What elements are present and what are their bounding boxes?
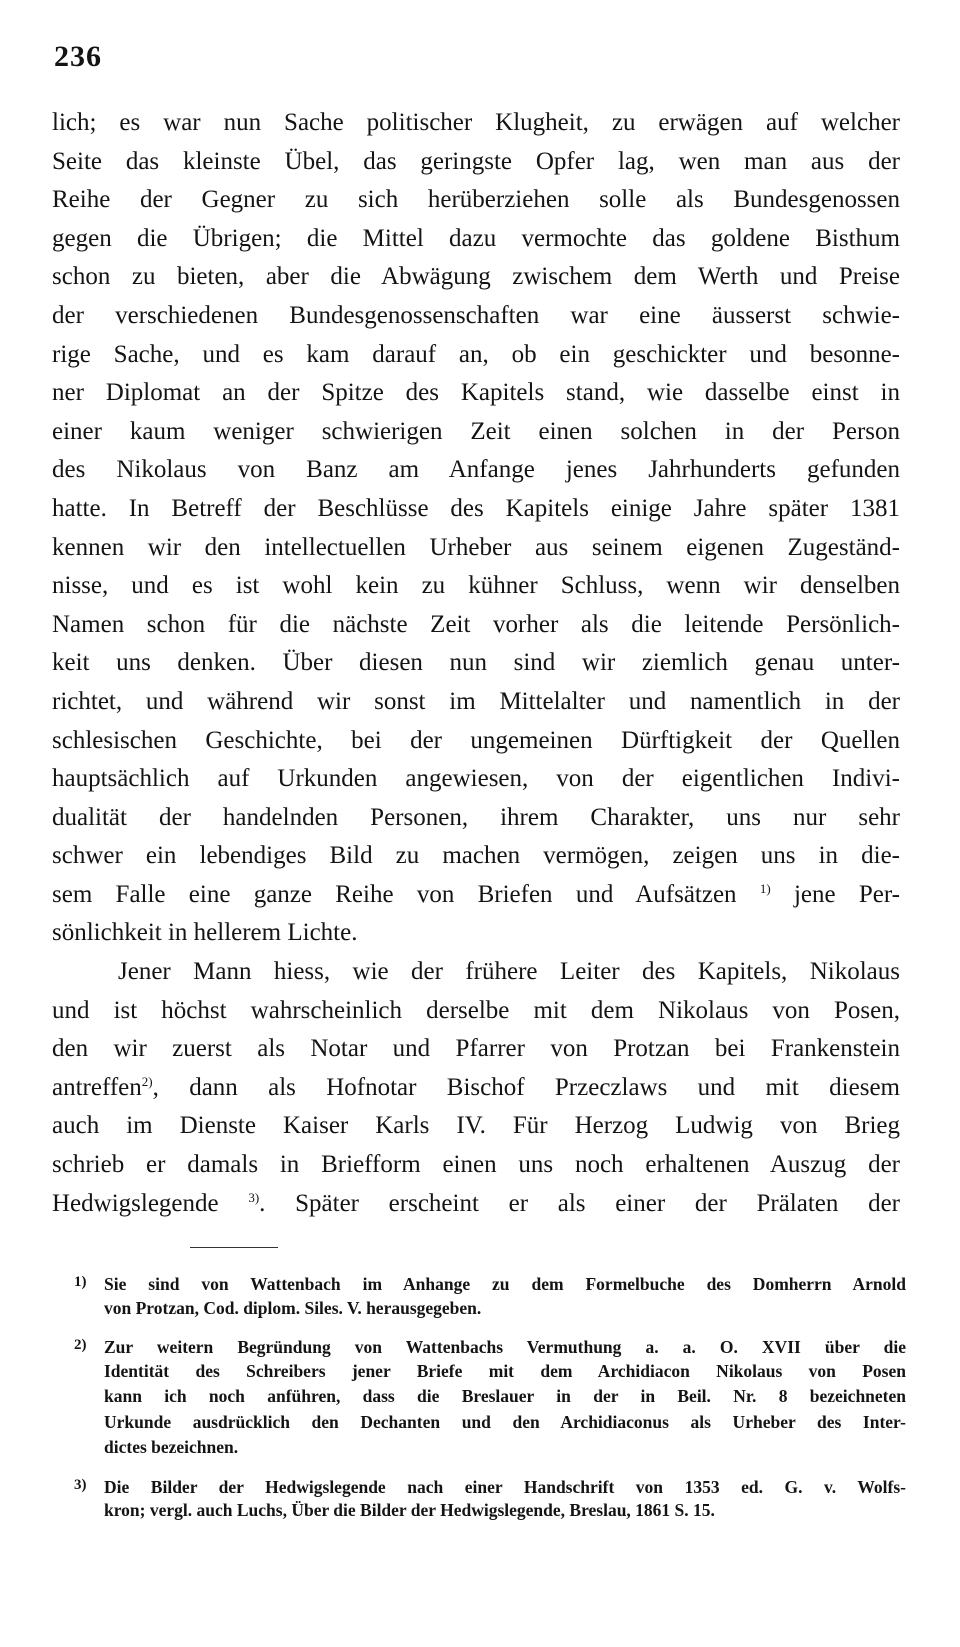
footnote-ref-2[interactable]: 2)	[141, 1073, 153, 1089]
text-line: der verschiedenen Bundesgenossenschaften war eine äusserst schwie-	[52, 301, 900, 329]
footnote-line: kron; vergl. auch Luchs, Über die Bilder der Hedwigslegende, Breslau, 1861 S. 15.	[104, 1500, 715, 1520]
text-line-with-ref	[52, 1185, 900, 1224]
text-line: hauptsächlich auf Urkunden angewiesen, von der eigentlichen Indivi-	[52, 765, 900, 793]
footnote-mark: 3)	[74, 1476, 87, 1493]
text-line: rige Sache, und es kam darauf an, ob ein geschickter und besonne-	[52, 340, 900, 368]
footnote-line: kann ich noch anführen, dass die Breslauer in der in Beil. Nr. 8 bezeichneten	[104, 1386, 906, 1406]
footnote-ref-1[interactable]: 1)	[759, 880, 771, 896]
text-line-with-ref	[52, 1069, 900, 1108]
text-line: Namen schon für die nächste Zeit vorher als die leitende Persönlich-	[52, 610, 900, 638]
footnote-mark: 1)	[74, 1274, 87, 1290]
footnote-divider	[190, 1247, 278, 1248]
text-line: kennen wir den intellectuellen Urheber aus seinem eigenen Zugeständ-	[52, 533, 900, 561]
text-line: sönlichkeit in hellerem Lichte.	[52, 919, 358, 947]
footnote-line: Identität des Schreibers jener Briefe mit dem Archidiacon Nikolaus von Posen	[104, 1360, 906, 1381]
footnote-2	[74, 1333, 906, 1359]
footnote-text: Zur weitern Begründung von Wattenbachs Vermuthung a. a. O. XVII über die	[104, 1337, 906, 1357]
page-number: 236	[54, 40, 102, 73]
text-segment: Hedwigslegende	[52, 1189, 219, 1217]
text-line: Seite das kleinste Übel, das geringste Opfer lag, wen man aus der	[52, 147, 900, 175]
footnote-text: Die Bilder der Hedwigslegende nach einer Handschrift von 1353 ed. G. v. Wolfs-	[104, 1476, 906, 1497]
text-line: dualität der handelnden Personen, ihrem Charakter, uns nur sehr	[52, 803, 900, 831]
text-line: keit uns denken. Über diesen nun sind wir ziemlich genau unter-	[52, 649, 900, 677]
footnotes	[74, 1270, 906, 1524]
text-segment: sem Falle eine ganze Reihe von Briefen und Aufsätzen	[52, 880, 737, 908]
footnote-text: Sie sind von Wattenbach im Anhange zu dem Formelbuche des Domherrn Arnold	[104, 1274, 906, 1294]
footnote-3	[74, 1473, 906, 1499]
text-line: hatte. In Betreff der Beschlüsse des Kapitels einige Jahre später 1381	[52, 494, 900, 522]
footnote-line: von Protzan, Cod. diplom. Siles. V. herausgegeben.	[104, 1297, 482, 1318]
footnote-ref-3[interactable]: 3)	[248, 1189, 260, 1205]
text-line: schlesischen Geschichte, bei der ungemeinen Dürftigkeit der Quellen	[52, 726, 900, 754]
footnote-line: dictes bezeichnen.	[104, 1437, 239, 1457]
text-line: lich; es war nun Sache politischer Klugheit, zu erwägen auf welcher	[52, 109, 900, 136]
footnote-mark: 2)	[74, 1337, 87, 1353]
text-line: richtet, und während wir sonst im Mittelalter und namentlich in der	[52, 687, 900, 715]
text-segment: , dann als Hofnotar Bischof Przeczlaws und mit diesem	[152, 1073, 900, 1101]
text-line: den wir zuerst als Notar und Pfarrer von Protzan bei Frankenstein	[52, 1035, 900, 1063]
text-line: und ist höchst wahrscheinlich derselbe mit dem Nikolaus von Posen,	[52, 996, 900, 1024]
text-line: des Nikolaus von Banz am Anfange jenes Jahrhunderts gefunden	[52, 456, 900, 484]
text-line: Reihe der Gegner zu sich herüberziehen solle als Bundesgenossen	[52, 186, 900, 214]
text-line: schon zu bieten, aber die Abwägung zwischem dem Werth und Preise	[52, 263, 900, 291]
footnote-line: Urkunde ausdrücklich den Dechanten und den Archidiaconus als Urheber des Inter-	[104, 1411, 906, 1432]
text-segment: antreffen	[52, 1073, 142, 1101]
text-segment: jene Per-	[770, 880, 900, 908]
text-line: nisse, und es ist wohl kein zu kühner Schluss, wenn wir denselben	[52, 572, 900, 600]
text-line-with-ref	[52, 876, 900, 915]
text-line: gegen die Übrigen; die Mittel dazu vermochte das goldene Bisthum	[52, 224, 900, 252]
footnote-1	[74, 1270, 906, 1296]
text-line: einer kaum weniger schwierigen Zeit einen solchen in der Person	[52, 417, 900, 445]
text-line: Jener Mann hiess, wie der frühere Leiter des Kapitels, Nikolaus	[118, 958, 900, 986]
text-line: auch im Dienste Kaiser Karls IV. Für Herzog Ludwig von Brieg	[52, 1112, 900, 1140]
text-segment: . Später erscheint er als einer der Prälaten der	[259, 1189, 901, 1217]
text-line: ner Diplomat an der Spitze des Kapitels stand, wie dasselbe einst in	[52, 379, 900, 407]
text-line: schrieb er damals in Briefform einen uns noch erhaltenen Auszug der	[52, 1151, 900, 1179]
body-text	[52, 104, 900, 1223]
text-line: schwer ein lebendiges Bild zu machen vermögen, zeigen uns in die-	[52, 842, 900, 870]
